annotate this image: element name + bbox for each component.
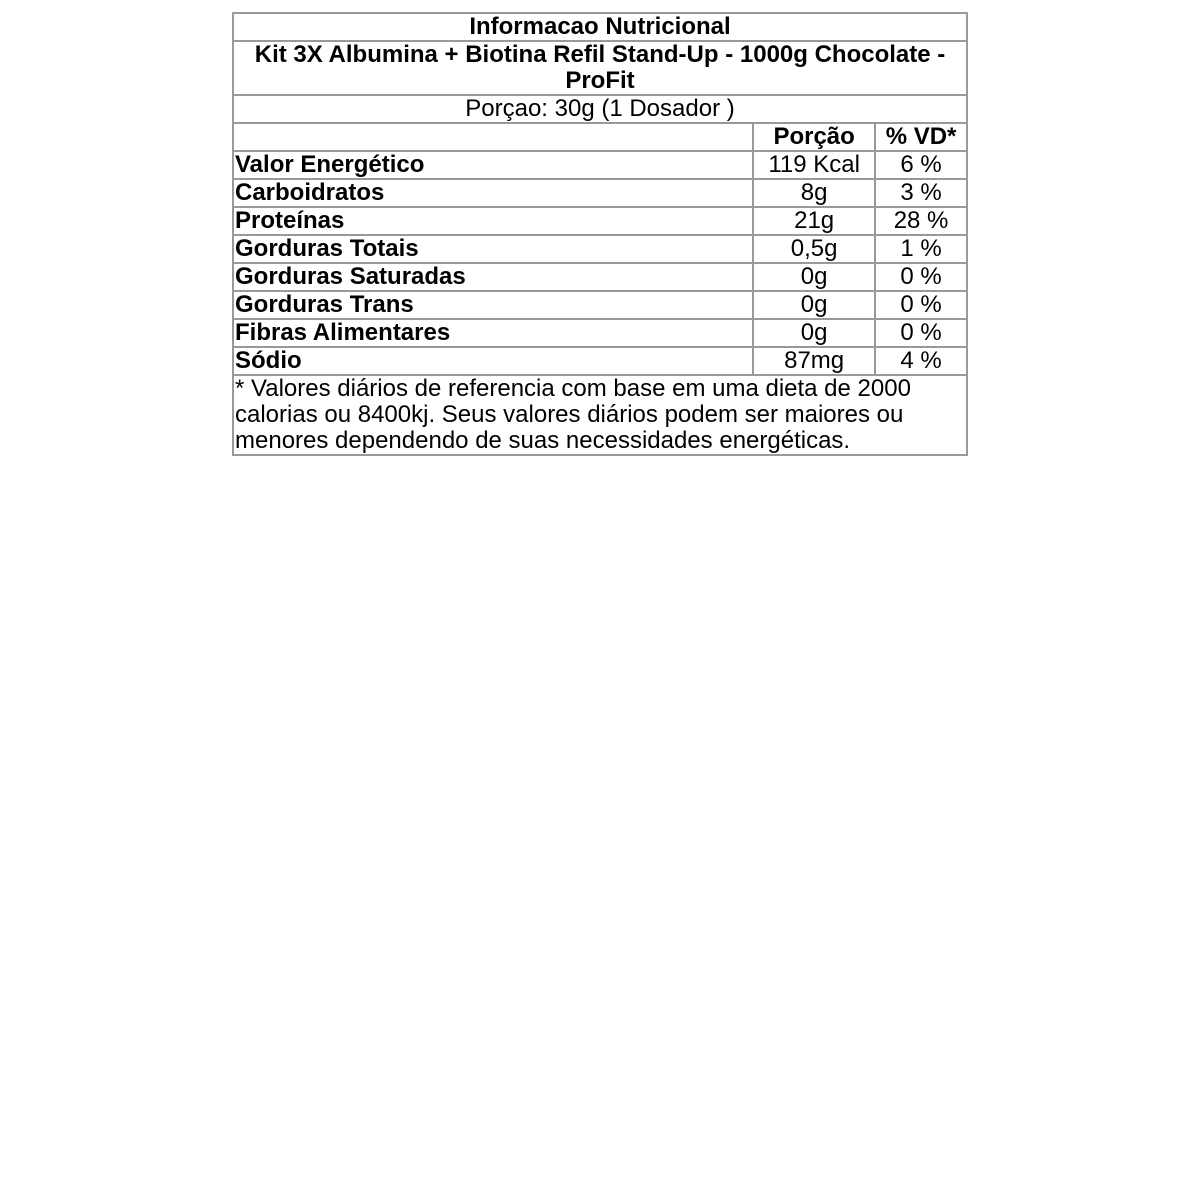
- product-row: [233, 41, 967, 95]
- nutrient-daily-value: 0 %: [875, 291, 967, 319]
- nutrient-portion: 119 Kcal: [753, 151, 875, 179]
- nutrient-daily-value: 4 %: [875, 347, 967, 375]
- nutrient-portion: 21g: [753, 207, 875, 235]
- table-row: [233, 291, 967, 319]
- nutrient-daily-value: 28 %: [875, 207, 967, 235]
- nutrient-name: Fibras Alimentares: [233, 319, 753, 347]
- nutrient-portion: 0g: [753, 319, 875, 347]
- table-row: [233, 235, 967, 263]
- nutrient-name: Gorduras Totais: [233, 235, 753, 263]
- title-row: [233, 13, 967, 41]
- product-name: Kit 3X Albumina + Biotina Refil Stand-Up - 1000g Chocolate - ProFit: [233, 41, 967, 95]
- serving-row: [233, 95, 967, 123]
- nutrition-facts-table: [232, 12, 968, 456]
- nutrient-daily-value: 3 %: [875, 179, 967, 207]
- nutrient-name: Gorduras Saturadas: [233, 263, 753, 291]
- header-daily-value: % VD*: [875, 123, 967, 151]
- table-row: [233, 347, 967, 375]
- header-row: [233, 123, 967, 151]
- table-row: [233, 151, 967, 179]
- nutrient-portion: 0g: [753, 263, 875, 291]
- nutrient-name: Carboidratos: [233, 179, 753, 207]
- table-row: [233, 179, 967, 207]
- nutrient-name: Sódio: [233, 347, 753, 375]
- nutrient-daily-value: 0 %: [875, 263, 967, 291]
- table-row: [233, 207, 967, 235]
- nutrient-name: Valor Energético: [233, 151, 753, 179]
- nutrient-portion: 0g: [753, 291, 875, 319]
- nutrient-portion: 8g: [753, 179, 875, 207]
- nutrient-portion: 0,5g: [753, 235, 875, 263]
- nutrient-portion: 87mg: [753, 347, 875, 375]
- header-empty-cell: [233, 123, 753, 151]
- serving-size: Porçao: 30g (1 Dosador ): [233, 95, 967, 123]
- header-portion: Porção: [753, 123, 875, 151]
- table-title: Informacao Nutricional: [233, 13, 967, 41]
- footnote: * Valores diários de referencia com base em uma dieta de 2000 calorias ou 8400kj. Seus valores diários podem ser maiores ou menores dependendo de suas necessidades energéticas.: [233, 375, 967, 455]
- nutrient-daily-value: 0 %: [875, 319, 967, 347]
- table-row: [233, 319, 967, 347]
- nutrient-name: Gorduras Trans: [233, 291, 753, 319]
- table-row: [233, 263, 967, 291]
- footnote-row: [233, 375, 967, 455]
- nutrient-daily-value: 1 %: [875, 235, 967, 263]
- nutrient-daily-value: 6 %: [875, 151, 967, 179]
- nutrient-name: Proteínas: [233, 207, 753, 235]
